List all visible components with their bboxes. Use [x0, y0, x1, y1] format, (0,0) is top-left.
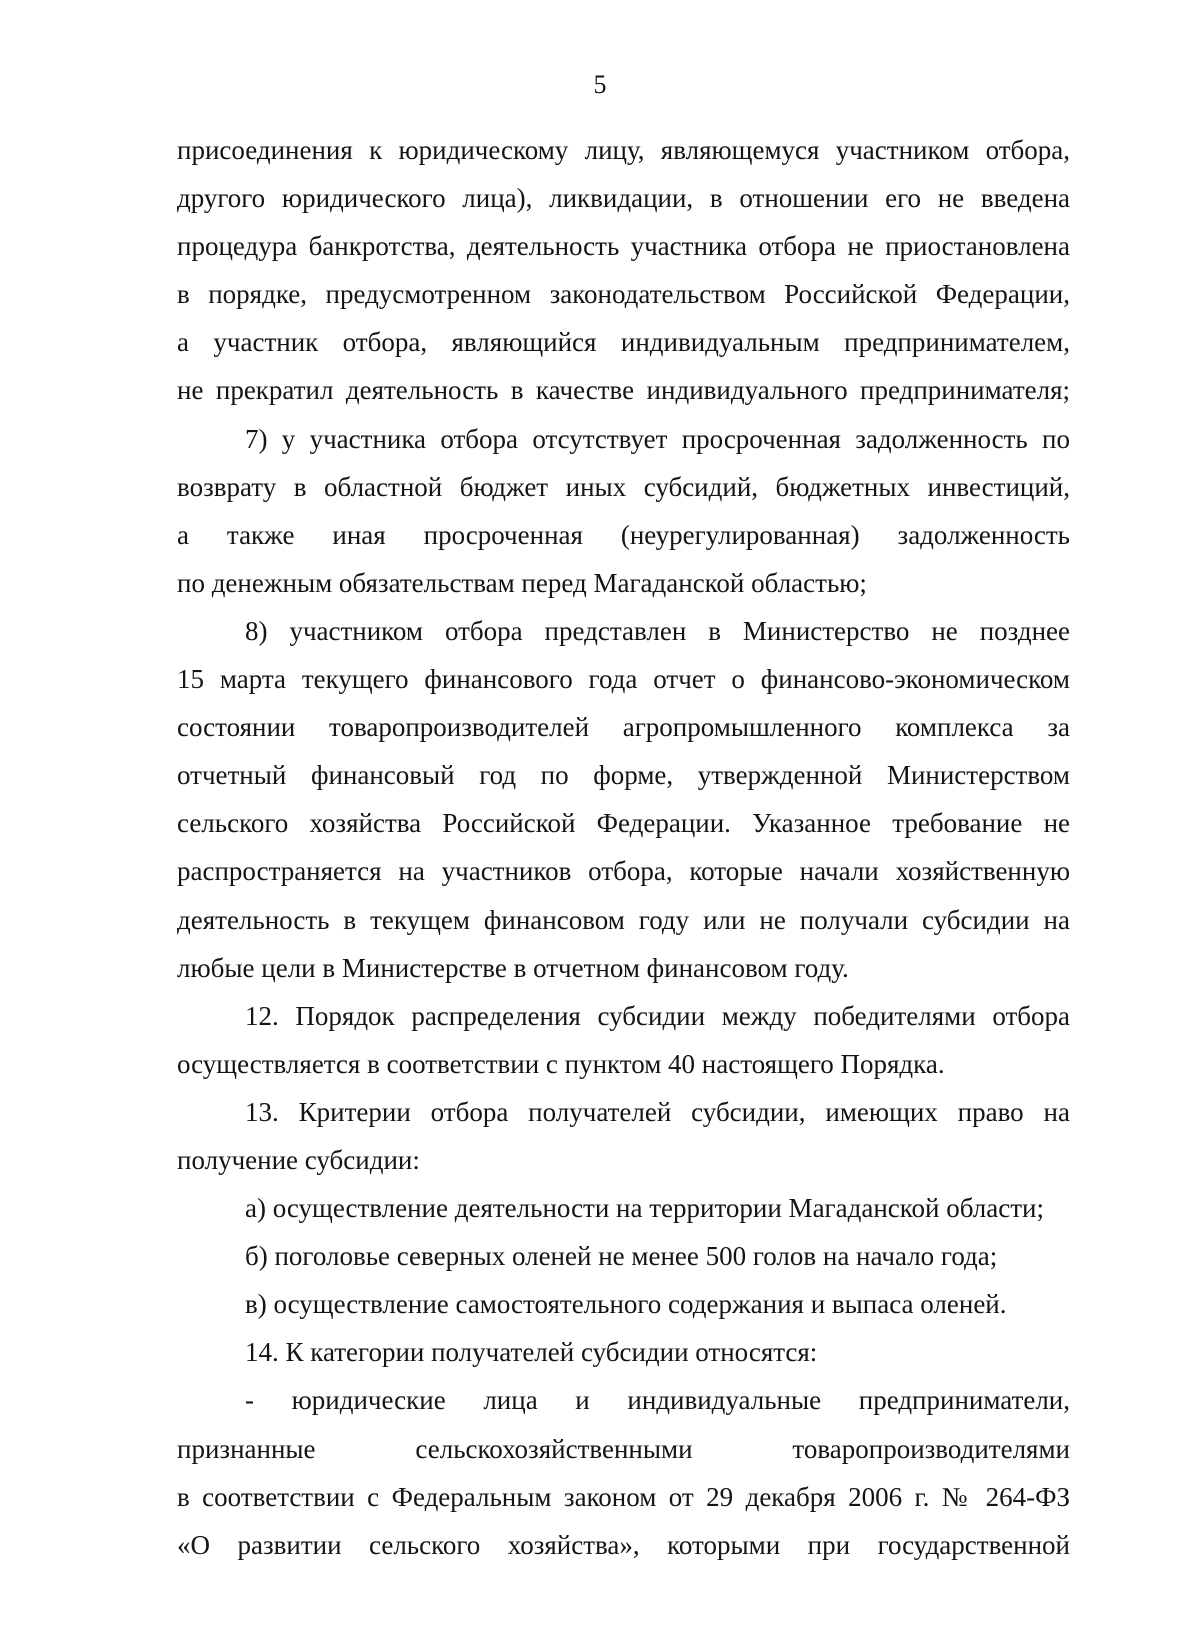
text-line: по денежным обязательствам перед Магаданской областью; [177, 567, 867, 598]
text-line: любые цели в Министерстве в отчетном финансовом году. [177, 952, 849, 983]
text-line: получение субсидии: [177, 1144, 420, 1175]
text-line: 15 марта текущего финансового года отчет о финансово-экономическом [177, 664, 1070, 695]
text-line: а участник отбора, являющийся индивидуальным предпринимателем, [177, 327, 1070, 358]
text-line: распространяется на участников отбора, которые начали хозяйственную [177, 856, 1070, 887]
text-line: 12. Порядок распределения субсидии между победителями отбора [245, 1000, 1070, 1031]
text-line: 8) участником отбора представлен в Министерство не позднее [245, 615, 1070, 646]
body-text [177, 126, 1070, 1569]
text-line: отчетный финансовый год по форме, утвержденной Министерством [177, 760, 1070, 791]
text-line: в порядке, предусмотренном законодательством Российской Федерации, [177, 279, 1070, 310]
text-line: другого юридического лица), ликвидации, в отношении его не введена [177, 183, 1070, 214]
text-line: деятельность в текущем финансовом году или не получали субсидии на [177, 904, 1070, 935]
text-line: а) осуществление деятельности на территории Магаданской области; [245, 1193, 1044, 1224]
text-line: а также иная просроченная (неурегулированная) задолженность [177, 519, 1070, 550]
text-line: 14. К категории получателей субсидии относятся: [245, 1337, 818, 1368]
text-line: 13. Критерии отбора получателей субсидии, имеющих право на [245, 1096, 1070, 1127]
text-line: осуществляется в соответствии с пунктом 40 настоящего Порядка. [177, 1048, 945, 1079]
text-line: процедура банкротства, деятельность участника отбора не приостановлена [177, 231, 1070, 262]
text-line: «О развитии сельского хозяйства», которыми при государственной [177, 1529, 1070, 1560]
text-line: возврату в областной бюджет иных субсидий, бюджетных инвестиций, [177, 471, 1070, 502]
text-line: не прекратил деятельность в качестве индивидуального предпринимателя; [177, 375, 1070, 406]
text-line: присоединения к юридическому лицу, являющемуся участником отбора, [177, 135, 1070, 165]
text-line: б) поголовье северных оленей не менее 500 голов на начало года; [245, 1241, 998, 1272]
text-line: в) осуществление самостоятельного содержания и выпаса оленей. [245, 1289, 1007, 1320]
text-line: состоянии товаропроизводителей агропромышленного комплекса за [177, 712, 1070, 743]
text-line: - юридические лица и индивидуальные предприниматели, [245, 1385, 1070, 1416]
text-line: сельского хозяйства Российской Федерации. Указанное требование не [177, 808, 1070, 839]
text-line: в соответствии с Федеральным законом от 29 декабря 2006 г. № 264-ФЗ [177, 1481, 1070, 1512]
page-number: 5 [593, 70, 607, 99]
text-line: 7) у участника отбора отсутствует просроченная задолженность по [245, 423, 1070, 454]
text-line: признанные сельскохозяйственными товаропроизводителями [177, 1433, 1070, 1464]
